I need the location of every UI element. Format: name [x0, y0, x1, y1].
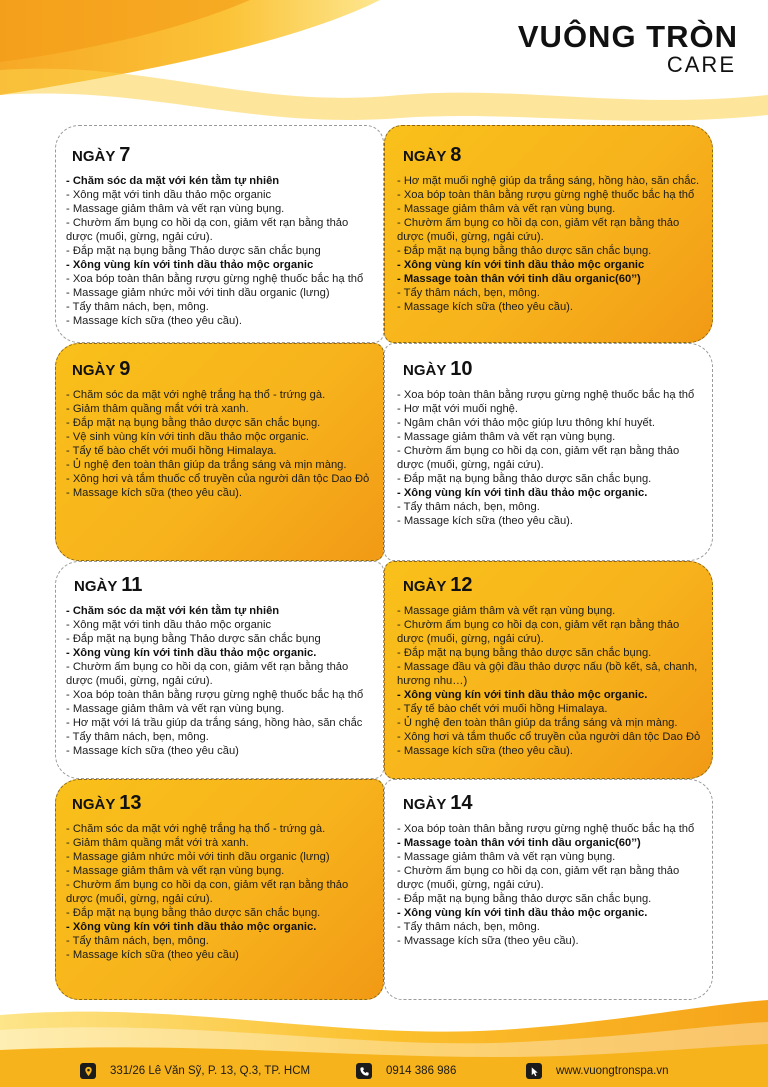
day-label: NGÀY — [403, 362, 447, 379]
list-item: - Chăm sóc da mặt với nghệ trắng hạ thổ - trứng gà. — [66, 389, 326, 401]
list-item: - Massage kích sữa (theo yêu cầu). — [397, 745, 574, 757]
list-item: - Chườm ấm bụng co hồi dạ con, giảm vết rạn bằng thảo dược (muối, gừng, ngải cứu). — [397, 217, 680, 243]
list-item: - Chườm ấm bụng co hồi dạ con, giảm vết rạn bằng thảo dược (muối, gừng, ngải cứu). — [66, 661, 349, 687]
list-item: - Hơ mặt muối nghệ giúp da trắng sáng, hồng hào, săn chắc. — [397, 175, 700, 187]
list-item: - Massage kích sữa (theo yêu cầu). — [66, 487, 243, 499]
footer — [0, 1056, 768, 1087]
day-card-7 — [55, 125, 384, 343]
day-card-13 — [55, 779, 384, 1000]
day-label: NGÀY — [403, 578, 447, 595]
list-item: - Tẩy thâm nách, bẹn, mông. — [66, 935, 209, 947]
list-item: - Tẩy thâm nách, bẹn, mông. — [397, 287, 540, 299]
day-title — [397, 144, 702, 168]
list-item: - Massage kích sữa (theo yêu cầu). — [397, 515, 574, 527]
day-card-8 — [384, 125, 713, 343]
list-item: - Massage giảm thâm và vết rạn vùng bụng. — [66, 703, 285, 715]
day-card-11 — [55, 561, 384, 779]
treatment-list — [66, 604, 373, 758]
website-link[interactable]: www.vuongtronspa.vn — [556, 1065, 669, 1077]
phone-text[interactable]: 0914 386 986 — [386, 1065, 457, 1077]
day-number: 12 — [450, 574, 473, 596]
cursor-icon — [526, 1063, 542, 1079]
list-item: - Xông vùng kín với tinh dầu thảo mộc organic — [66, 259, 314, 271]
list-item: - Đắp mặt nạ bụng bằng thảo dược săn chắc bụng. — [66, 417, 321, 429]
list-item: - Xoa bóp toàn thân bằng rượu gừng nghệ thuốc bắc hạ thổ — [397, 823, 695, 835]
list-item: - Chườm ấm bụng co hồi dạ con, giảm vết rạn bằng thảo dược (muối, gừng, ngải cứu). — [397, 865, 680, 891]
day-title — [66, 358, 373, 382]
list-item: - Xông vùng kín với tinh dầu thảo mộc organic. — [397, 487, 648, 499]
day-title — [66, 144, 373, 168]
list-item: - Chườm ấm bụng co hồi dạ con, giảm vết rạn bằng thảo dược (muối, gừng, ngải cứu). — [397, 619, 680, 645]
day-number: 9 — [119, 358, 131, 380]
day-card-14 — [384, 779, 713, 1000]
list-item: - Giảm thâm quầng mắt với trà xanh. — [66, 837, 249, 849]
day-label: NGÀY — [403, 796, 447, 813]
list-item: - Vệ sinh vùng kín với tinh dầu thảo mộc organic. — [66, 431, 310, 443]
list-item: - Massage giảm thâm và vết rạn vùng bụng. — [66, 865, 285, 877]
list-item: - Xông vùng kín với tinh dầu thảo mộc organic. — [397, 689, 648, 701]
day-title — [397, 792, 702, 816]
brand-logo — [518, 20, 738, 76]
list-item: - Xông hơi và tắm thuốc cổ truyền của người dân tộc Dao Đỏ — [397, 731, 701, 743]
list-item: - Tẩy thâm nách, bẹn, mông. — [397, 501, 540, 513]
list-item: - Giảm thâm quầng mắt với trà xanh. — [66, 403, 249, 415]
treatment-list — [66, 822, 373, 962]
list-item: - Chăm sóc da mặt với nghệ trắng hạ thổ - trứng gà. — [66, 823, 326, 835]
list-item: - Massage giảm thâm và vết rạn vùng bụng. — [397, 203, 616, 215]
list-item: - Hơ mặt với muối nghệ. — [397, 403, 518, 415]
treatment-list — [397, 604, 702, 758]
treatment-list — [66, 174, 373, 328]
list-item: - Massage kích sữa (theo yêu cầu) — [66, 745, 239, 757]
list-item: - Đắp mặt nạ bụng bằng Thảo dược săn chắc bụng — [66, 633, 321, 645]
day-title — [397, 574, 702, 598]
list-item: - Chăm sóc da mặt với kén tằm tự nhiên — [66, 175, 280, 187]
brand-title: VUÔNG TRÒN — [517, 19, 738, 54]
list-item: - Hơ mặt với lá trầu giúp da trắng sáng, hồng hào, săn chắc — [66, 717, 363, 729]
day-number: 7 — [119, 144, 131, 166]
list-item: - Massage kích sữa (theo yêu cầu). — [66, 315, 243, 327]
treatment-list — [397, 388, 702, 528]
day-number: 10 — [450, 358, 473, 380]
brand-subtitle: CARE — [666, 52, 736, 77]
day-label: NGÀY — [74, 578, 118, 595]
list-item: - Ngâm chân với thảo mộc giúp lưu thông khí huyết. — [397, 417, 655, 429]
list-item: - Ủ nghệ đen toàn thân giúp da trắng sáng và mịn màng. — [66, 459, 347, 471]
day-label: NGÀY — [72, 148, 116, 165]
list-item: - Xoa bóp toàn thân bằng rượu gừng nghệ thuốc bắc hạ thổ — [66, 689, 364, 701]
list-item: - Massage đầu và gội đầu thảo dược nấu (bồ kết, sả, chanh, hương nhu…) — [397, 661, 698, 687]
address-text: 331/26 Lê Văn Sỹ, P. 13, Q.3, TP. HCM — [110, 1065, 311, 1077]
list-item: - Chăm sóc da mặt với kén tằm tự nhiên — [66, 605, 280, 617]
list-item: - Chườm ấm bụng co hồi dạ con, giảm vết rạn bằng thảo dược (muối, gừng, ngải cứu). — [397, 445, 680, 471]
day-title — [66, 574, 373, 598]
list-item: - Xông vùng kín với tinh dầu thảo mộc organic — [397, 259, 645, 271]
list-item: - Massage giảm nhức mỏi với tinh dầu organic (lưng) — [66, 851, 330, 863]
day-number: 11 — [121, 574, 143, 596]
list-item: - Đắp mặt nạ bụng bằng thảo dược săn chắc bụng. — [397, 647, 652, 659]
list-item: - Massage giảm thâm và vết rạn vùng bụng. — [66, 203, 285, 215]
list-item: - Đắp mặt nạ bụng bằng thảo dược săn chắc bụng. — [397, 473, 652, 485]
list-item: - Mvassage kích sữa (theo yêu cầu). — [397, 935, 579, 947]
day-label: NGÀY — [72, 362, 116, 379]
map-pin-icon — [80, 1063, 96, 1079]
list-item: - Xông hơi và tắm thuốc cổ truyền của người dân tộc Dao Đỏ — [66, 473, 370, 485]
day-number: 13 — [119, 792, 142, 814]
list-item: - Massage giảm thâm và vết rạn vùng bụng. — [397, 605, 616, 617]
treatment-list — [397, 822, 702, 948]
list-item: - Đắp mặt nạ bụng bằng thảo dược săn chắc bụng. — [397, 893, 652, 905]
day-title — [397, 358, 702, 382]
list-item: - Massage kích sữa (theo yêu cầu) — [66, 949, 239, 961]
footer-website[interactable] — [526, 1063, 669, 1079]
day-label: NGÀY — [403, 148, 447, 165]
day-number: 8 — [450, 144, 462, 166]
day-title — [66, 792, 373, 816]
list-item: - Đắp mặt nạ bụng bằng thảo dược săn chắc bụng. — [397, 245, 652, 257]
list-item: - Xoa bóp toàn thân bằng rượu gừng nghệ thuốc bắc hạ thổ — [66, 273, 364, 285]
list-item: - Tẩy thâm nách, bẹn, mông. — [66, 301, 209, 313]
list-item: - Xông mặt với tinh dầu thảo mộc organic — [66, 619, 272, 631]
list-item: - Chườm ấm bụng co hồi dạ con, giảm vết rạn bằng thảo dược (muối, gừng, ngải cứu). — [66, 879, 349, 905]
list-item: - Tẩy tế bào chết với muối hồng Himalaya. — [66, 445, 277, 457]
list-item: - Xông vùng kín với tinh dầu thảo mộc organic. — [66, 647, 317, 659]
list-item: - Massage giảm nhức mỏi với tinh dầu organic (lưng) — [66, 287, 330, 299]
list-item: - Massage toàn thân với tinh dầu organic(60’’) — [397, 837, 641, 849]
treatment-list — [397, 174, 702, 314]
day-number: 14 — [450, 792, 473, 814]
list-item: - Massage giảm thâm và vết rạn vùng bụng. — [397, 431, 616, 443]
day-card-12 — [384, 561, 713, 779]
list-item: - Xoa bóp toàn thân bằng rượu gừng nghệ thuốc bắc hạ thổ — [397, 189, 695, 201]
list-item: - Đắp mặt nạ bụng bằng thảo dược săn chắc bụng. — [66, 907, 321, 919]
list-item: - Tẩy thâm nách, bẹn, mông. — [66, 731, 209, 743]
list-item: - Đắp mặt nạ bụng bằng Thảo dược săn chắc bụng — [66, 245, 321, 257]
list-item: - Xông mặt với tinh dầu thảo mộc organic — [66, 189, 272, 201]
list-item: - Xoa bóp toàn thân bằng rượu gừng nghệ thuốc bắc hạ thổ — [397, 389, 695, 401]
day-label: NGÀY — [72, 796, 116, 813]
list-item: - Chườm ấm bụng co hồi dạ con, giảm vết rạn bằng thảo dược (muối, gừng, ngải cứu). — [66, 217, 349, 243]
list-item: - Massage giảm thâm và vết rạn vùng bụng. — [397, 851, 616, 863]
list-item: - Massage kích sữa (theo yêu cầu). — [397, 301, 574, 313]
list-item: - Ủ nghệ đen toàn thân giúp da trắng sáng và mịn màng. — [397, 717, 678, 729]
list-item: - Tẩy tế bào chết với muối hồng Himalaya. — [397, 703, 608, 715]
schedule-grid — [55, 125, 713, 1000]
phone-icon — [356, 1063, 372, 1079]
list-item: - Xông vùng kín với tinh dầu thảo mộc organic. — [397, 907, 648, 919]
footer-phone[interactable] — [356, 1063, 456, 1079]
list-item: - Tẩy thâm nách, bẹn, mông. — [397, 921, 540, 933]
treatment-list — [66, 388, 373, 500]
day-card-10 — [384, 343, 713, 561]
list-item: - Massage toàn thân với tinh dầu organic(60’’) — [397, 273, 641, 285]
day-card-9 — [55, 343, 384, 561]
footer-address — [80, 1063, 310, 1079]
list-item: - Xông vùng kín với tinh dầu thảo mộc organic. — [66, 921, 317, 933]
